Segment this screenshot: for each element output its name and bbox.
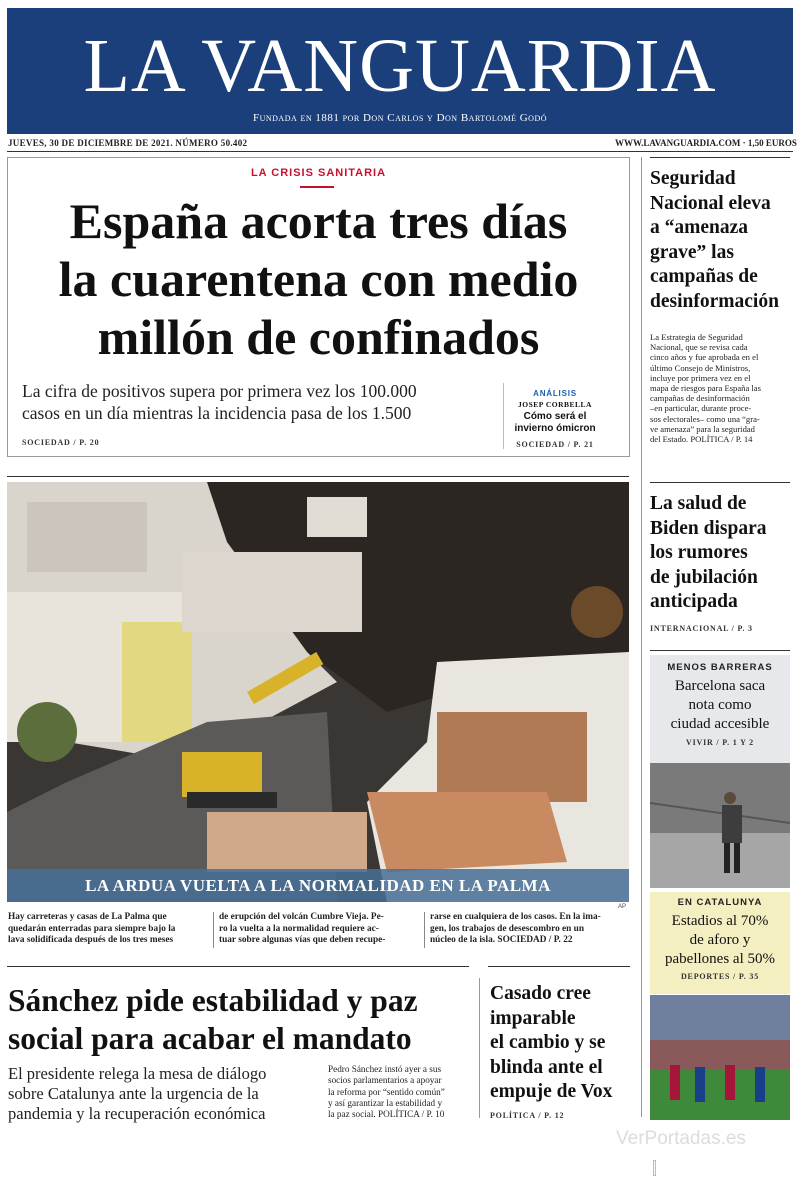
deck-line: pandemia y la recuperación económica [8,1104,266,1123]
column-rule [641,157,642,1117]
text-line: del Estado. POLÍTICA / P. 14 [650,434,753,445]
barcode-mark [653,1160,656,1176]
caption-column-1 [8,912,211,947]
analysis-title: Cómo será el [523,411,587,422]
headline-line: Sánchez pide estabilidad y paz [8,983,418,1018]
caption-column-2 [219,912,422,947]
photo-credit: AP [618,904,627,910]
lead-section: SOCIEDAD / P. 20 [22,438,100,447]
divider [503,383,504,449]
la-palma-photo [7,482,629,902]
headline-line: los rumores [650,542,748,563]
text-line: núcleo de la isla. SOCIEDAD / P. 22 [430,935,573,945]
headline-line: de jubilación [650,566,758,588]
headline-line: grave” las [650,241,734,263]
column-rule [479,978,480,1118]
headline-line: Biden dispara [650,517,767,539]
headline-line: Seguridad [650,168,736,189]
accessibility-photo [650,763,790,888]
stadiums-headline [650,912,790,969]
deck-line: El presidente relega la mesa de diálogo [8,1064,267,1083]
text-line: Hay carreteras y casas de La Palma que [8,912,167,922]
text-line: mapa de riesgos para España las [650,383,761,394]
masthead [7,8,793,134]
analysis-section: SOCIEDAD / P. 21 [516,440,594,449]
headline-line: imparable [490,1007,576,1029]
divider [7,966,469,967]
divider [424,912,425,948]
divider [650,482,790,483]
lead-deck-line: casos en un día mientras la incidencia pasa de los 1.500 [22,403,412,423]
headline-line: anticipada [650,591,738,612]
text-line: campañas de desinformación [650,393,750,404]
casado-section: POLÍTICA / P. 12 [490,1111,565,1120]
headline-line: nota como [688,697,752,713]
text-line: Pedro Sánchez instó ayer a sus [328,1064,442,1074]
lead-kicker: LA CRISIS SANITARIA [250,167,387,179]
dateline: JUEVES, 30 DE DICIEMBRE DE 2021. NÚMERO 50.402 [8,138,248,148]
right2-section: INTERNACIONAL / P. 3 [650,624,753,633]
right-headline-1 [650,167,795,314]
headline-line: Barcelona saca [674,678,766,694]
text-line: La Estrategia de Seguridad [650,332,743,342]
lead-deck [22,380,492,424]
divider [7,476,629,477]
text-line: ve amenaza” para la seguridad [650,423,755,434]
divider [213,912,214,948]
right-headline-2 [650,492,795,615]
text-line: de erupción del volcán Cumbre Vieja. Pe- [219,912,384,922]
text-line: incluye por primera vez en el [650,372,751,383]
casado-headline [490,982,638,1105]
bottom-body [328,1064,473,1120]
accessibility-section: VIVIR / P. 1 Y 2 [686,738,754,747]
headline-line: desinformación [650,290,779,312]
headline-line: Casado cree [490,983,591,1004]
text-line: ro la vuelta a la normalidad requiere ac- [219,923,379,934]
bottom-deck [8,1064,318,1124]
analysis-box [505,389,605,449]
divider [650,157,790,158]
masthead-title: LA VANGUARDIA [83,24,717,108]
deck-line: sobre Catalunya ante la urgencia de la [8,1084,259,1103]
text-line: sos electorales– como una “gra- [650,413,760,424]
divider [7,151,793,152]
text-line: último Consejo de Ministros, [650,362,751,373]
text-line: la reforma por “sentido común” [328,1086,445,1097]
text-line: la paz social. POLÍTICA / P. 10 [328,1109,445,1120]
lead-deck-line: La cifra de positivos supera por primera vez los 100.000 [22,381,417,401]
website-price: WWW.LAVANGUARDIA.COM · 1,50 EUROS [615,138,797,148]
text-line: quedarán enterradas para siempre bajo la [8,923,176,934]
stadiums-kicker: EN CATALUNYA [677,897,763,908]
text-line: –en particular, durante proce- [650,403,752,414]
headline-line: Estadios al 70% [671,913,769,929]
kicker-rule [300,186,334,188]
right-body-1 [650,332,793,444]
text-line: Nacional, que se revisa cada [650,342,748,353]
headline-line: a “amenaza [650,217,749,238]
accessibility-box [650,655,790,763]
watermark: VerPortadas.es [616,1128,746,1149]
headline-line: social para acabar el mandato [8,1021,412,1056]
headline-line: La salud de [650,493,747,514]
divider [488,966,630,967]
stadiums-box [650,892,790,994]
headline-line: ciudad accesible [670,716,770,732]
lead-headline-line: la cuarentena con medio [58,251,579,307]
text-line: tuar sobre algunas vías que deben recupe- [219,935,386,945]
accessibility-headline [650,677,790,734]
text-line: y así garantizar la estabilidad y [328,1097,443,1108]
headline-line: pabellones al 50% [665,951,775,967]
photo-caption: LA ARDUA VUELTA A LA NORMALIDAD EN LA PALMA [7,869,629,902]
text-line: gen, los trabajos de desescombro en un [430,923,585,934]
headline-line: empuje de Vox [490,1081,613,1102]
lead-headline [7,192,630,366]
headline-line: el cambio y se [490,1032,606,1053]
bottom-headline [8,982,478,1058]
lead-headline-line: millón de confinados [97,309,540,365]
headline-line: campañas de [650,266,758,287]
analysis-author: JOSEP CORBELLA [518,400,592,409]
analysis-label: ANÁLISIS [533,389,577,398]
text-line: lava solidificada después de los tres meses [8,935,174,945]
divider [650,650,790,651]
accessibility-kicker: MENOS BARRERAS [667,662,773,673]
stadiums-section: DEPORTES / P. 35 [680,972,759,981]
headline-line: de aforo y [689,932,751,948]
masthead-subtitle: Fundada en 1881 por Don Carlos y Don Bartolomé Godó [252,112,548,124]
text-line: cinco años y fue aprobada en el [650,352,759,363]
stadium-photo [650,995,790,1120]
headline-line: Nacional eleva [650,192,771,214]
analysis-title: invierno ómicron [514,423,596,434]
lead-headline-line: España acorta tres días [69,193,568,249]
caption-column-3 [430,912,630,947]
text-line: rarse en cualquiera de los casos. En la ima- [430,912,601,922]
text-line: socios parlamentarios a apoyar [328,1075,442,1086]
headline-line: blinda ante el [490,1056,603,1078]
